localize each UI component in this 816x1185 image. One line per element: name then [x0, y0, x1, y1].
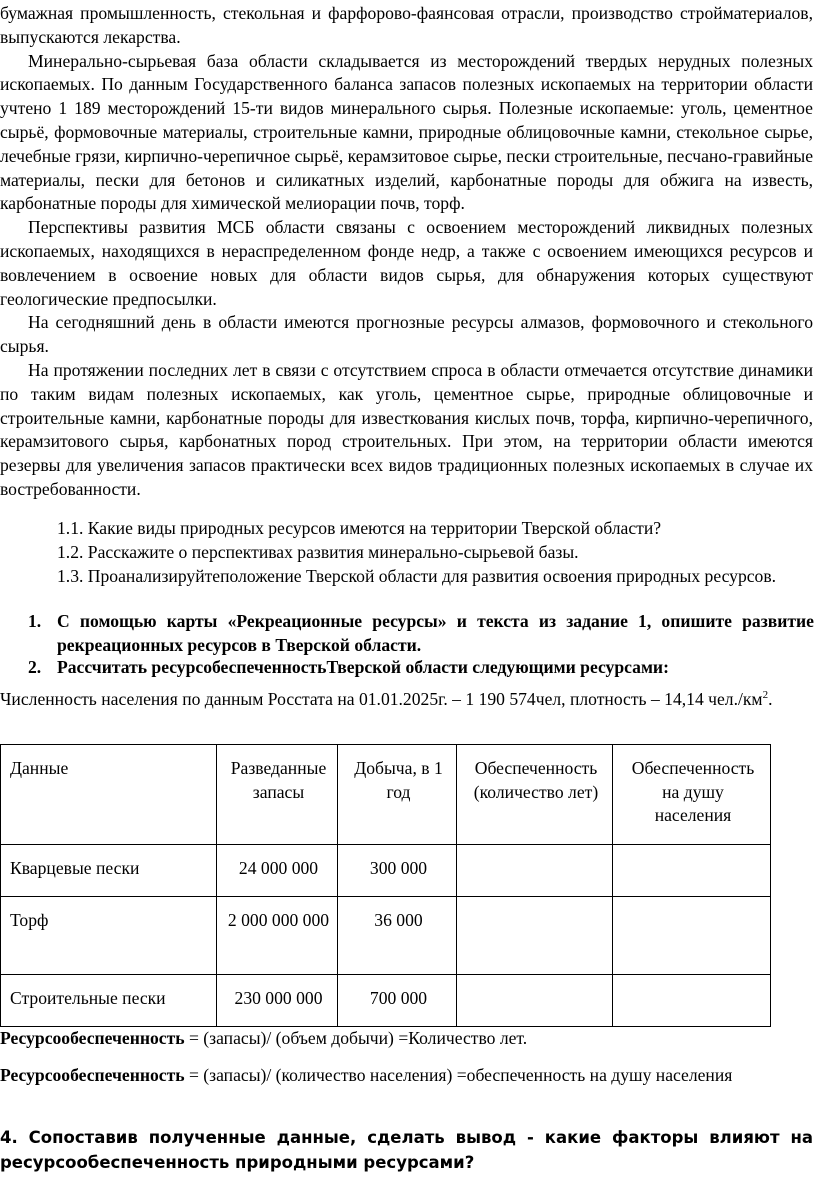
table-header-cell: Данные	[1, 745, 217, 845]
task-1	[28, 610, 814, 658]
population-tail: .	[768, 689, 773, 709]
body-text	[0, 2, 813, 502]
task-4: 4. Сопоставив полученные данные, сделать вывод - какие факторы влияют на ресурсообеспеченность природными ресурсами?	[0, 1128, 813, 1172]
table-header-cell: Обеспеченность на душу населения	[613, 745, 771, 845]
table-header-cell: Добыча, в 1 год	[338, 745, 457, 845]
formula-years	[0, 1027, 813, 1051]
paragraph-continuation: бумажная промышленность, стекольная и фарфорово-фаянсовая отрасли, производство стройматериалов, выпускаются лекарства.	[0, 3, 813, 47]
table-cell-empty	[457, 845, 613, 897]
table-header-row	[1, 745, 771, 845]
table-cell: Строительные пески	[1, 975, 217, 1027]
paragraph-mineral-base: Минерально-сырьевая база области складывается из месторождений твердых нерудных полезных ископаемых. По данным Государственного баланса запасов полезных ископаемых на территории области учтено 1 189 месторождений 15-ти видов минерального сырья. Полезные ископаемые: уголь, цементное сырьё, формовочные материалы, строительные камни, природные облицовочные камни, стекольное сырье, лечебные грязи, кирпично-черепичное сырьё, керамзитовое сырье, пески строительные, песчано-гравийные материалы, пески для бетонов и силикатных изделий, карбонатные породы для обжига на известь, карбонатные породы для химической мелиорации почв, торф.	[0, 50, 813, 214]
table-cell-empty	[613, 975, 771, 1027]
paragraph-prospects: Перспективы развития МСБ области связаны с освоением месторождений ликвидных полезных ископаемых, находящихся в нераспределенном фонде недр, а также с освоением имеющихся ресурсов и вовлечением в освоение новых для области видов сырья, для обнаружения которых существуют геологические предпосылки.	[0, 217, 813, 309]
table-cell: Торф	[1, 897, 217, 975]
formula-expression: = (запасы)/ (объем добычи) =Количество лет.	[184, 1028, 528, 1048]
table-cell: 2 000 000 000	[217, 897, 338, 975]
task-2	[28, 656, 814, 680]
formula-term: Ресурсообеспеченность	[0, 1028, 185, 1048]
table-row	[1, 845, 771, 897]
question-1-1: 1.1. Какие виды природных ресурсов имеются на территории Тверской области?	[57, 518, 662, 538]
task-2-number: 2.	[28, 657, 42, 677]
table-header-cell: Обеспеченность (количество лет)	[457, 745, 613, 845]
table-cell: Кварцевые пески	[1, 845, 217, 897]
table-cell-empty	[613, 845, 771, 897]
task-1-number: 1.	[28, 611, 42, 631]
table-cell: 24 000 000	[217, 845, 338, 897]
population-info	[0, 688, 813, 712]
resource-table	[0, 744, 771, 1027]
task-1-text: С помощью карты «Рекреационные ресурсы» и текста из задание 1, опишите развитие рекреационных ресурсов в Тверской области.	[57, 611, 814, 655]
table-cell: 300 000	[338, 845, 457, 897]
question-1-2: 1.2. Расскажите о перспективах развития минерально-сырьевой базы.	[57, 542, 579, 562]
population-superscript: 2	[762, 689, 769, 702]
paragraph-forecast-resources: На сегодняшний день в области имеются прогнозные ресурсы алмазов, формовочного и стекольного сырья.	[0, 312, 813, 357]
table-row	[1, 975, 771, 1027]
table-cell: 700 000	[338, 975, 457, 1027]
population-text: Численность населения по данным Росстата на 01.01.2025г. – 1 190 574чел, плотность – 14,14 чел./км	[0, 689, 763, 709]
formula-per-capita	[0, 1064, 813, 1088]
paragraph-dynamics: На протяжении последних лет в связи с отсутствием спроса в области отмечается отсутствие динамики по таким видам полезных ископаемых, как уголь, цементное сырье, природные облицовочные и строительные камни, карбонатные породы для известкования кислых почв, торфа, кирпично-черепичного, керамзитового сырья, карбонатных пород строительных. При этом, на территории области имеются резервы для увеличения запасов практически всех видов традиционных полезных ископаемых в случае их востребованности.	[0, 359, 813, 499]
table-cell: 230 000 000	[217, 975, 338, 1027]
table-cell: 36 000	[338, 897, 457, 975]
table-cell-empty	[457, 975, 613, 1027]
task-2-text: Рассчитать ресурсобеспеченностьТверской области следующими ресурсами:	[57, 657, 669, 677]
question-1-3: 1.3. Проанализируйтеположение Тверской области для развития освоения природных ресурсов.	[57, 566, 777, 586]
table-cell-empty	[457, 897, 613, 975]
table-row	[1, 897, 771, 975]
table-header-cell: Разведанные запасы	[217, 745, 338, 845]
formula-expression: = (запасы)/ (количество населения) =обеспеченность на душу населения	[184, 1065, 733, 1085]
formula-term: Ресурсообеспеченность	[0, 1065, 185, 1085]
table-cell-empty	[613, 897, 771, 975]
